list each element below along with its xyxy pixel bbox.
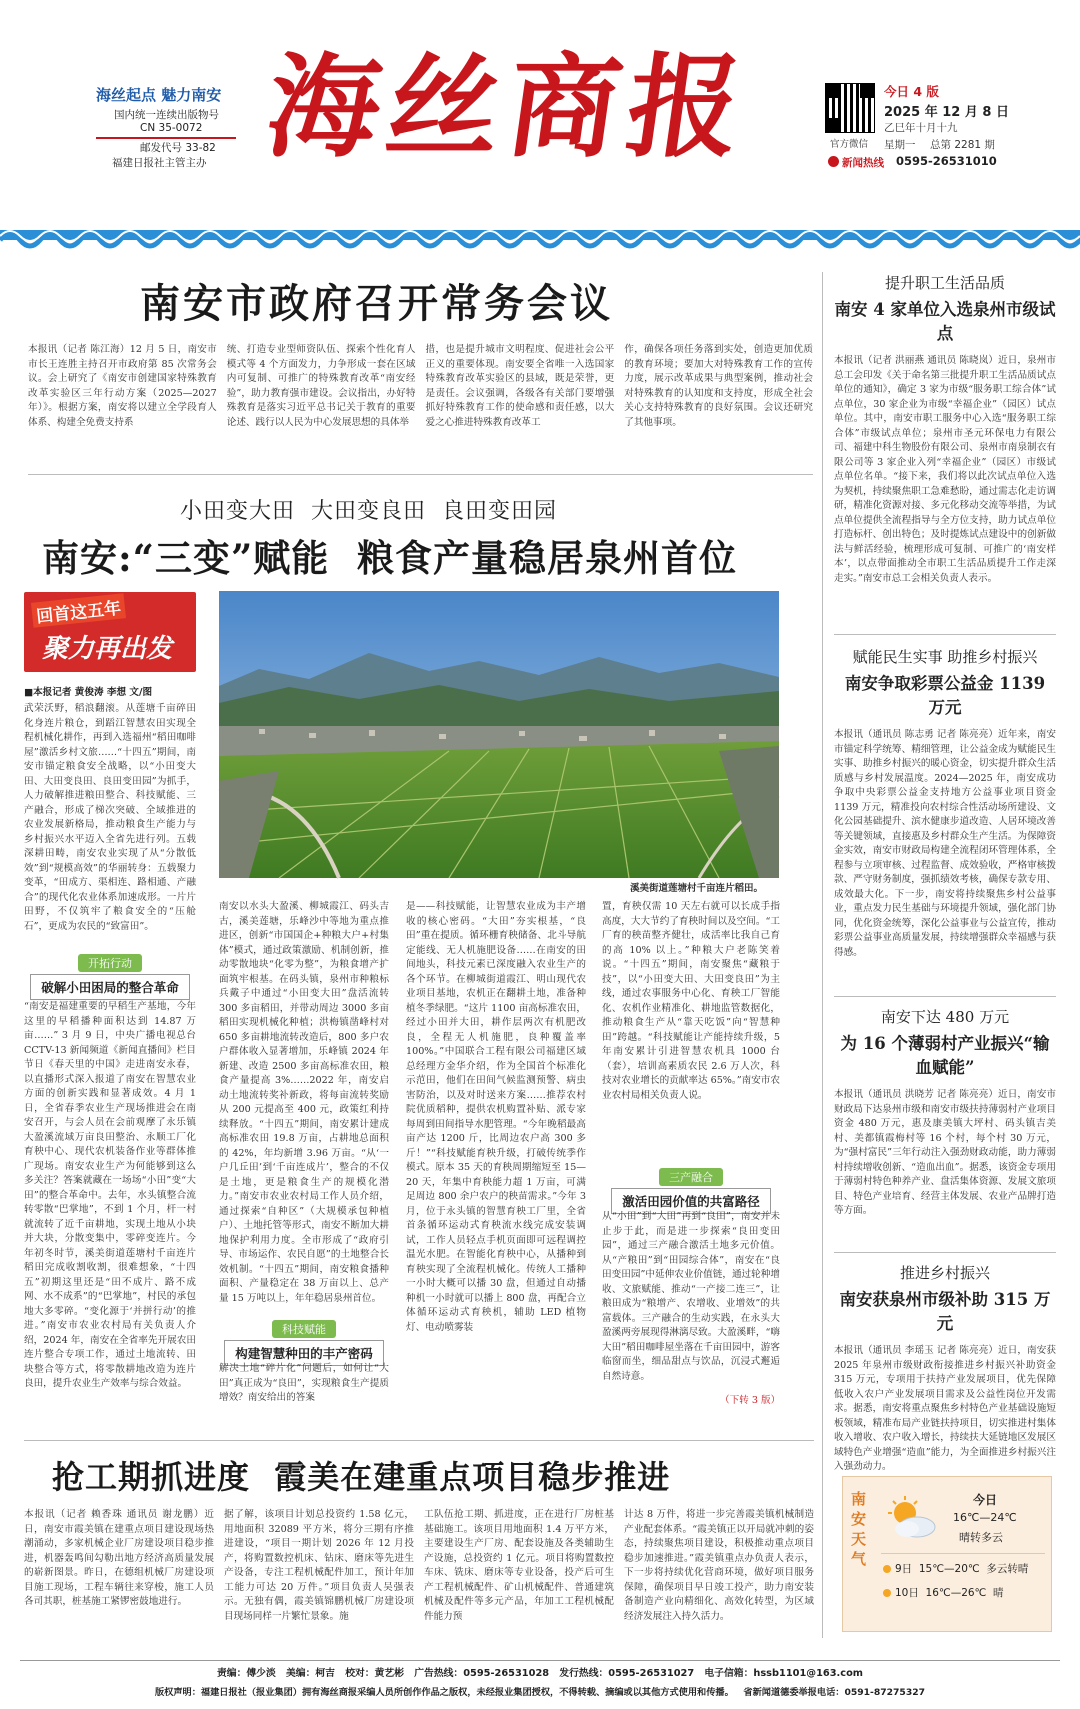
issue-date: 2025 年 12 月 8 日 [884,105,1009,120]
section-tag: 开拓行动 [78,954,142,972]
side-kicker: 南安下达 480 万元 [880,1008,1010,1026]
article-column: 置，育秧仅需 10 天左右就可以长成手指高度，大大节约了育秧时间以及空间。“工厂育的秧苗整齐健壮，成活率比我自己育的高 10% 以上。”种粮大户老陈笑着说。“十四五”期间，南安聚焦“藏粮于技”，以“小田变大田、大田变良田”为主线，通过农事服务中心化、育秧工厂智能化、农机作业精准化、耕地监管数据化，推动粮食生产从“靠天吃饭”向“智慧种田”跨越。“科技赋能让产能持续升级，5 年南安累计引进智慧农机具 1000 台（套），培训高素质农民 2.6 万人次，科技对农业增长的贡献率达 65%。”南安市农业农村局相关负责人说。 [602,901,780,1101]
weather-rule [881,1553,1045,1554]
side-kicker: 赋能民生实事 助推乡村振兴 [852,648,1038,666]
edition-count: 今日 4 版 [884,84,939,99]
side-text: 本报讯（通讯员 陈志勇 记者 陈亮亮）近年来，南安市锚定科学统筹、精细管理，让公益金成为赋能民生实事、助推乡村振兴的暖心资金，切实提升群众生活质感与乡村发展温度。2024—2025 年，南安成功争取中央彩票公益金支持地方公益事业项目资金 1139 万元，精准投向农村综合性活动场所建设、文化公园基础提升、滨水健康步道改造、人居环境改善等关键领域，直接惠及乡村群众生产生活。为保障资金实效，南安市财政局构建全流程闭环管理体系，全程参与立项审核、过程监督、成效验收，严格审核拨款、严守财务制度，强抓绩效考核，确保专款专用、成效最大化。下一步，南安将持续聚焦乡村公益事业，重点发力民生基础与环境提升领域，强化部门协同，优化资金统筹，深化公益事业与公益宣传，推动彩票公益事业高质量发展，持续增强群众幸福感与获得感。 [834,729,1056,958]
section-header [24,952,196,1000]
postal-code: 邮发代号 33-82 [140,142,216,154]
section-title: 破解小田困局的整合革命 [30,974,190,1000]
wave-band [0,222,1080,252]
side-text: 本报讯（通讯员 洪晓芳 记者 陈亮亮）近日，南安市财政局下达泉州市级和南安市级扶持薄弱村产业项目资金 480 万元，惠及康美镇大坪村、码头镇吉美村、美都镇霞梅村等 16 个村，每个村 30 万元，为“强村富民”三年行动注入强劲财政动能，助力薄弱村持续增收创新、“造血出血”。据悉，该资金专项用于薄弱村特色种养产业、盘活集体资源、发展文旅项目、特色产业培育、经营主体发展、农业产品牌打造等方面。 [834,1089,1056,1216]
side-story [834,1262,1056,1472]
divider [834,1252,1056,1253]
section-header [219,1318,389,1366]
newspaper-title: 海丝商报 [258,42,758,173]
cn-number: CN 35-0072 [140,122,203,134]
red-rule [96,137,236,139]
weather-today-desc: 晴转多云 [959,1531,1003,1544]
weather-box [842,1476,1052,1632]
divider [28,474,813,475]
article-headline: 南安市政府召开常务会议 [140,280,613,327]
article-column: 工队伍抢工期、抓进度，正在进行厂房桩基基础施工。该项目用地面积 1.4 万平方米，主要建设生产厂房、配套设施及各类辅助生产设施，总投资约 1 亿元。项目将购置数控车床、铣床、磨床等专业设备，投产后可生产工程机械配件、矿山机械配件、普通建筑机械及配件等多元产品，年加工工程机械配件能力预 [424,1509,614,1622]
article-column: 统、打造专业型师资队伍、探索个性化育人模式等 4 个方面发力，力争形成一套在区域内可复制、可推广的特殊教育改革“南安经验”，助力教育强市建设。会议指出，办好特殊教育是落实习近平总书记关于教育的重要论述、践行以人民为中心发展思想的具体举 [226,344,416,428]
sun-cloud-icon [883,1495,939,1541]
side-headline: 南安 4 家单位入选泉州市级试点 [834,300,1056,343]
forecast-dot [883,1589,891,1597]
article-section-text: “南安是福建重要的早稻生产基地，今年这里的早稻播种面积达到 14.87 万亩……” 3 月 9 日，中央广播电视总台 CCTV-13 新闻频道《新闻直播间》栏目节日《春天里的中国》走进南安永春，以直播形式深入报道了南安在智慧农业方面的创新实践和显著成效。4 月 1 日，全省春季农业生产现场推进会在南安召开，与会人员在会前观摩了永乐镇大盈溪流域万亩良田整治、永顺工厂化育秧中心、现代农机装备作业等群体推广现场。南安农业生产为何能够到这么多关注？答案就藏在一场场“小田”变“大田”的整合革命中。去年，水头镇整合流转零散“巴掌地”，不到 1 个月，杆一村就流转了近千亩耕地，实现土地从小块并大块，分散变集中，零碎变连片。今年初冬时节，溪美街道莲塘村千亩连片稻田完成收割收割，很难想象，“十四五”初期这里还是“田不成片、路不成网、水不成系”的“巴掌地”，村民的承包地大多零碎。“变化源于‘并拼行动’的推进。”南安市农业农村局有关负责人介绍，2024 年，南安在全省率先开展农田连片整合专项工作，通过土地流转、田块整合等方式，将零散耕地改造为连片良田，提升农业生产效率与综合效益。 [24,1001,196,1389]
article-headline: 抢工期抓进度 霞美在建重点项目稳步推进 [52,1458,671,1496]
article-subhead: 小田变大田 大田变良田 良田变田园 [180,499,557,524]
footer-rule [20,1660,1060,1661]
side-story [834,272,1056,644]
hotline-number: 0595-26531010 [896,154,997,168]
issn-label: 国内统一连续出版物号 [114,109,219,121]
weekday: 星期一 [884,139,916,151]
side-story [834,646,1056,1018]
slogan: 海丝起点 魅力南安 [96,86,222,104]
side-text: 本报讯（记者 洪丽燕 通讯员 陈晓岚）近日，泉州市总工会印发《关于命名第三批提升职工生活品质试点单位的通知》，确定 3 家为市级“服务职工综合体”试点单位，30 家企业为市级“幸福企业”（园区）试点单位。其中，南安市职工服务中心入选“服务职工综合体”市级试点单位；泉州市圣元环保电力有限公司、福建中科生物股份有限公司、泉州市南泉制衣有限公司等 3 家企业入列“幸福企业”（园区）市级试点单位名单。“接下来，我们将以此次试点单位入选为契机，持续聚焦职工急难愁盼，通过需志化走访调研，精准化资源对接、多元化移动交流等举措，为试点单位提供全流程指导与全方位支持，助力试点单位打造标杆、创出特色；及时提炼试点建设中的创新做法与鲜活经验，梳理形成可复制、可推广的‘南安样本’，以点带面推动全市职工生活品质提升工作走深走实。”南安市总工会相关负责人表示。 [834,355,1056,584]
sidebar-rule [822,272,823,1638]
weather-today-temp: 16℃—24℃ [953,1511,1017,1524]
qr-label: 官方微信 [830,139,869,150]
series-badge [24,592,196,672]
article-body [24,1508,814,1638]
divider [834,634,1056,635]
footer-copyright: 版权声明：福建日报社（报业集团）拥有海丝商报采编人员所创作作品之版权，未经报业集团授权，不得转载、摘编或以其他方式使用和传播。 省新闻道德委举报电话：0591-87275327 [155,1687,925,1698]
article-column: 计达 8 万件，将进一步完善霞美镇机械制造产业配套体系。“霞美镇正以开局就冲刺的姿态，持续聚焦项目建设，积极推动重点项目稳步加速推进。”霞美镇重点办负责人表示，下一步将持续优化营商环境，做好项目服务保障，确保项目早日竣工投产，助力南安装备制造产业向精细化、高效化转型，为区域经济发展注入持久活力。 [624,1509,814,1622]
section-tag: 科技赋能 [272,1320,336,1338]
article-column: 南安以水头大盈溪、柳城霞江、码头吉古，溪美莲塘，乐峰沙中等地为重点推进区，创新“市国国企+种粮大户+村集体”模式，通过政策激励、机制创新，推动零散地块“化零为整”，为粮食增产扩面筑牢根基。在码头镇，泉州市种粮标兵戴子中通过“小田变大田”盘活流转 300 多亩稻田，并带动周边 3000 多亩稻田实现机械化种植；洪梅镇凿峰村对 650 多亩耕地流转改造后，800 多户农户群体收入显著增加，乐峰镇 2024 年新建、改造 2500 多亩高标准农田，粮食产量提高 3%……2022 年，南安启动土地流转奖补新政，将每亩流转奖励从 200 元提高至 400 元，政策红利持续释放。“十四五”期间，南安累计建成高标准农田 19.8 万亩，占耕地总面积的 42%，年均新增 3.96 万亩。“从‘一户几丘田’到‘千亩连成片’，整合的不仅是土地，更是粮食生产的规模化潜力。”南安市农业农村局工作人员介绍，通过探索“自种区”（大规模承包种植户）、土地托管等形式，南安不断加大耕地保护利用力度。全市形成了“政府引导、市场运作、农民自愿”的土地整合长效机制。“十四五”期间，南安粮食播种面积、产量稳定在 38 万亩以上、总产量 15 万吨以上，年年稳居泉州首位。 [219,901,389,1304]
badge-line1: 回首这五年 [31,593,126,628]
article-body [28,343,813,447]
article-column: 措，也是提升城市文明程度、促进社会公平正义的重要体现。南安要全省唯一入选国家特殊教育改革实验区的县域，既是荣誉，更是责任。会议强调，各级各有关部门要增强抓好特殊教育工作的使命感和责任感，以大爱之心推进特殊教育改革工 [425,344,615,428]
side-headline: 南安获泉州市级补助 315 万元 [839,1290,1051,1333]
section-header [602,1166,780,1214]
badge-line2: 聚力再出发 [42,634,173,664]
section-title: 构建智慧种田的丰产密码 [224,1340,384,1366]
article-column: 据了解，该项目计划总投资约 1.58 亿元，用地面积 32089 平方米，将分三期有序推进建设，“项目一期计划 2026 年 12 月投产，将购置数控机床、钻床、磨床等先进生产设备，专注工程机械配件加工，预计年加工能力可达 20 万件。”项目负责人吴强表示。无独有偶，霞美镇锦鹏机械厂房建设项目现场同样一片繁忙景象。施 [224,1509,414,1622]
weather-forecast: 10日 16℃—26℃ 晴 [895,1587,1004,1599]
article-headline: 南安:“三变”赋能 粮食产量稳居泉州首位 [42,536,737,580]
weather-forecast: 9日 15℃—20℃ 多云转晴 [895,1563,1029,1575]
article-section-text: 解决土地“碎片化”问题后，如何让“大田”真正成为“良田”，实现粮食生产提质增效？南安给出的答案 [219,1363,389,1403]
byline: ■本报记者 黄俊涛 李想 文/图 [24,687,153,698]
divider [24,1440,814,1441]
footer-credits: 责编：傅少淡 美编：柯吉 校对：黄艺彬 广告热线：0595-26531028 发行热线：0595-26531027 电子信箱：hssb1101@163.com [216,1668,864,1679]
continued-notice: （下转 3 版） [720,1395,781,1406]
photo-caption: 溪美街道莲塘村千亩连片稻田。 [630,883,764,894]
article-column: 是——科技赋能，让智慧农业成为丰产增收的核心密码。“大田”夯实根基，“良田”重在提质。循环栅育秧储备、北斗导航定能线、无人机施肥设备……在南安的田间地头，科技元素已深度融入农业生产的各个环节。在柳城街道霞江、明山现代农业项目基地，农机正在翻耕土地，准备种植冬季绿肥。“这片 1100 亩高标准农田，经过小田并大田，耕作层两次有机肥改良，全程无人机施肥，良种覆盖率 100%。”中国联合工程有限公司福建区域总经理方金华介绍，作为全国首个标准化示范田，他们在田间气候监测预警、病虫害防治，以及对时送来方案……推荐农村院优质稻种，提供农机购置补贴、派专家每周到田间指导水肥管理。“今年晚稻最高亩产达 1200 斤，比周边农户高 300 多斤！”“科技赋能育秧升级，打破传统季作模式。原本 35 天的育秧周期缩短至 15—20 天，年集中育秧能力超 1 万亩，可满足周边 800 余户农户的秧苗需求。”今年 3 月，位于永头镇的智慧育秧工厂里，全省首条循环运动式育秧流水线完成安装调试，工作人员轻点手机页面即可远程调控温光水肥。在智能化育秧中心，从播种到育秧实现了全流程机械化。传统人工播种一小时大概可以播 30 盘，但通过自动播种机一小时就可以播上 800 盘，再配合立体循环运动式育秧机，辅助 LED 植物灯、电动喷雾装 [406,901,586,1333]
side-headline: 为 16 个薄弱村产业振兴“输血赋能” [840,1034,1050,1077]
hotline-icon [828,156,839,167]
issue-number: 总第 2281 期 [930,139,995,151]
side-kicker: 推进乡村振兴 [899,1264,990,1282]
divider [834,996,1056,997]
weather-title: 南安天气 [851,1490,867,1568]
rice-field-photo [219,591,779,878]
article-intro: 武荣沃野，稻浪翻滚。从莲塘千亩碎田化身连片粮仓，到蹈江智慧农田实现全程机械化耕作，再到入选福州“稻田咖啡屋”激活乡村文旅……“十四五”期间，南安市锚定粮食安全战略，以“小田变大田、大田变良田、良田变田园”为抓手，人力破解推进粮田整合、科技赋能、三产融合，形成了梯次突破、全域推进的农业发展新格局，推动粮食生产能力与乡村振兴水平迈入全省先进行列。五载深耕田畴，南安农业实现了从“分散低效”到“规模高效”的华丽转身：五载聚力变革，“田成方、渠相连、路相通、产融合”的现代化农业体系加速成形。一片片田野，不仅筑牢了粮食安全的“压舱石”，更成为农民的“致富田”。 [24,703,196,932]
sponsor: 福建日报社主管主办 [112,157,207,169]
side-kicker: 提升职工生活品质 [884,274,1005,292]
article-column: 作，确保各项任务落到实处，创造更加优质的教育环境；要加大对特殊教育工作的宣传力度，展示改革成果与典型案例，推动社会对特殊教育的认知度和支持度，形成全社会关心支持特殊教育的良好氛围。会议还研究了其他事项。 [624,344,813,428]
lunar-date: 乙巳年十月十九 [884,122,958,134]
section-title: 激活田园价值的共富路径 [611,1188,771,1214]
article-column: 本报讯（记者 赖香珠 通讯员 谢龙鹏）近日，南安市霞美镇在建重点项目建设现场热潮涌动，多家机械企业厂房建设项目稳步推进，机器轰鸣间勾勒出地方经济高质量发展的崭新图景。昨日，在德组机械厂房建设项目施工现场，工程车辆往来穿梭，施工人员各司其职，桩基施工紧锣密鼓地进行。 [24,1509,214,1607]
article-column: 本报讯（记者 陈江海）12 月 5 日，南安市市长王连胜主持召开市政府第 85 次常务会议。会上研究了《南安市创建国家特殊教育改革实验区三年行动方案（2025—2027 年）》。根据方案，南安将以建立全学段育人体系、构建全免费支持系 [28,344,217,428]
qr-code-icon [826,84,874,132]
side-story [834,1006,1056,1248]
side-headline: 南安争取彩票公益金 1139 万元 [844,674,1046,717]
hotline-label: 新闻热线 [842,157,884,169]
section-tag: 三产融合 [659,1168,723,1186]
forecast-dot [883,1565,891,1573]
weather-today-label: 今日 [973,1493,998,1507]
side-text: 本报讯（通讯员 李瑶玉 记者 陈亮亮）近日，南安获 2025 年泉州市级财政衔接推进乡村振兴补助资金 315 万元，专项用于扶持产业发展项目，优先保障低收入农户产业发展项目需求及公益性岗位开发需求。据悉，南安将重点聚焦乡村特色产业基础设施短板领域，精准布局产业链扶持项目，切实推进村集体收入增收、农户收入增长，持续扶大延链地区发展区域特色产业增强“造血”能力，为全面推进乡村振兴注入强劲动力。 [834,1345,1056,1472]
article-section-text: 从“小田”到“大田”再到“良田”，南安并未止步于此，而是进一步探索“良田变田园”，通过三产融合激活土地多元价值。从“产粮田”到“田园综合体”，南安在“良田变田园”中延伸农业价值链，通过轮种增收、文旅赋能、推动“一产接二连三”，让粮田成为“粮增产、农增收、业增效”的共富载体。三产融合的生动实践，在永头大盈溪两旁展现得淋漓尽致。大盈溪畔，“嗨大田”稻田咖啡屋坐落在千亩田园中，游客临窗而坐，细品甜点与饮品，沉浸式邂逅自然诗意。 [602,1211,780,1382]
masthead [0,0,1080,210]
